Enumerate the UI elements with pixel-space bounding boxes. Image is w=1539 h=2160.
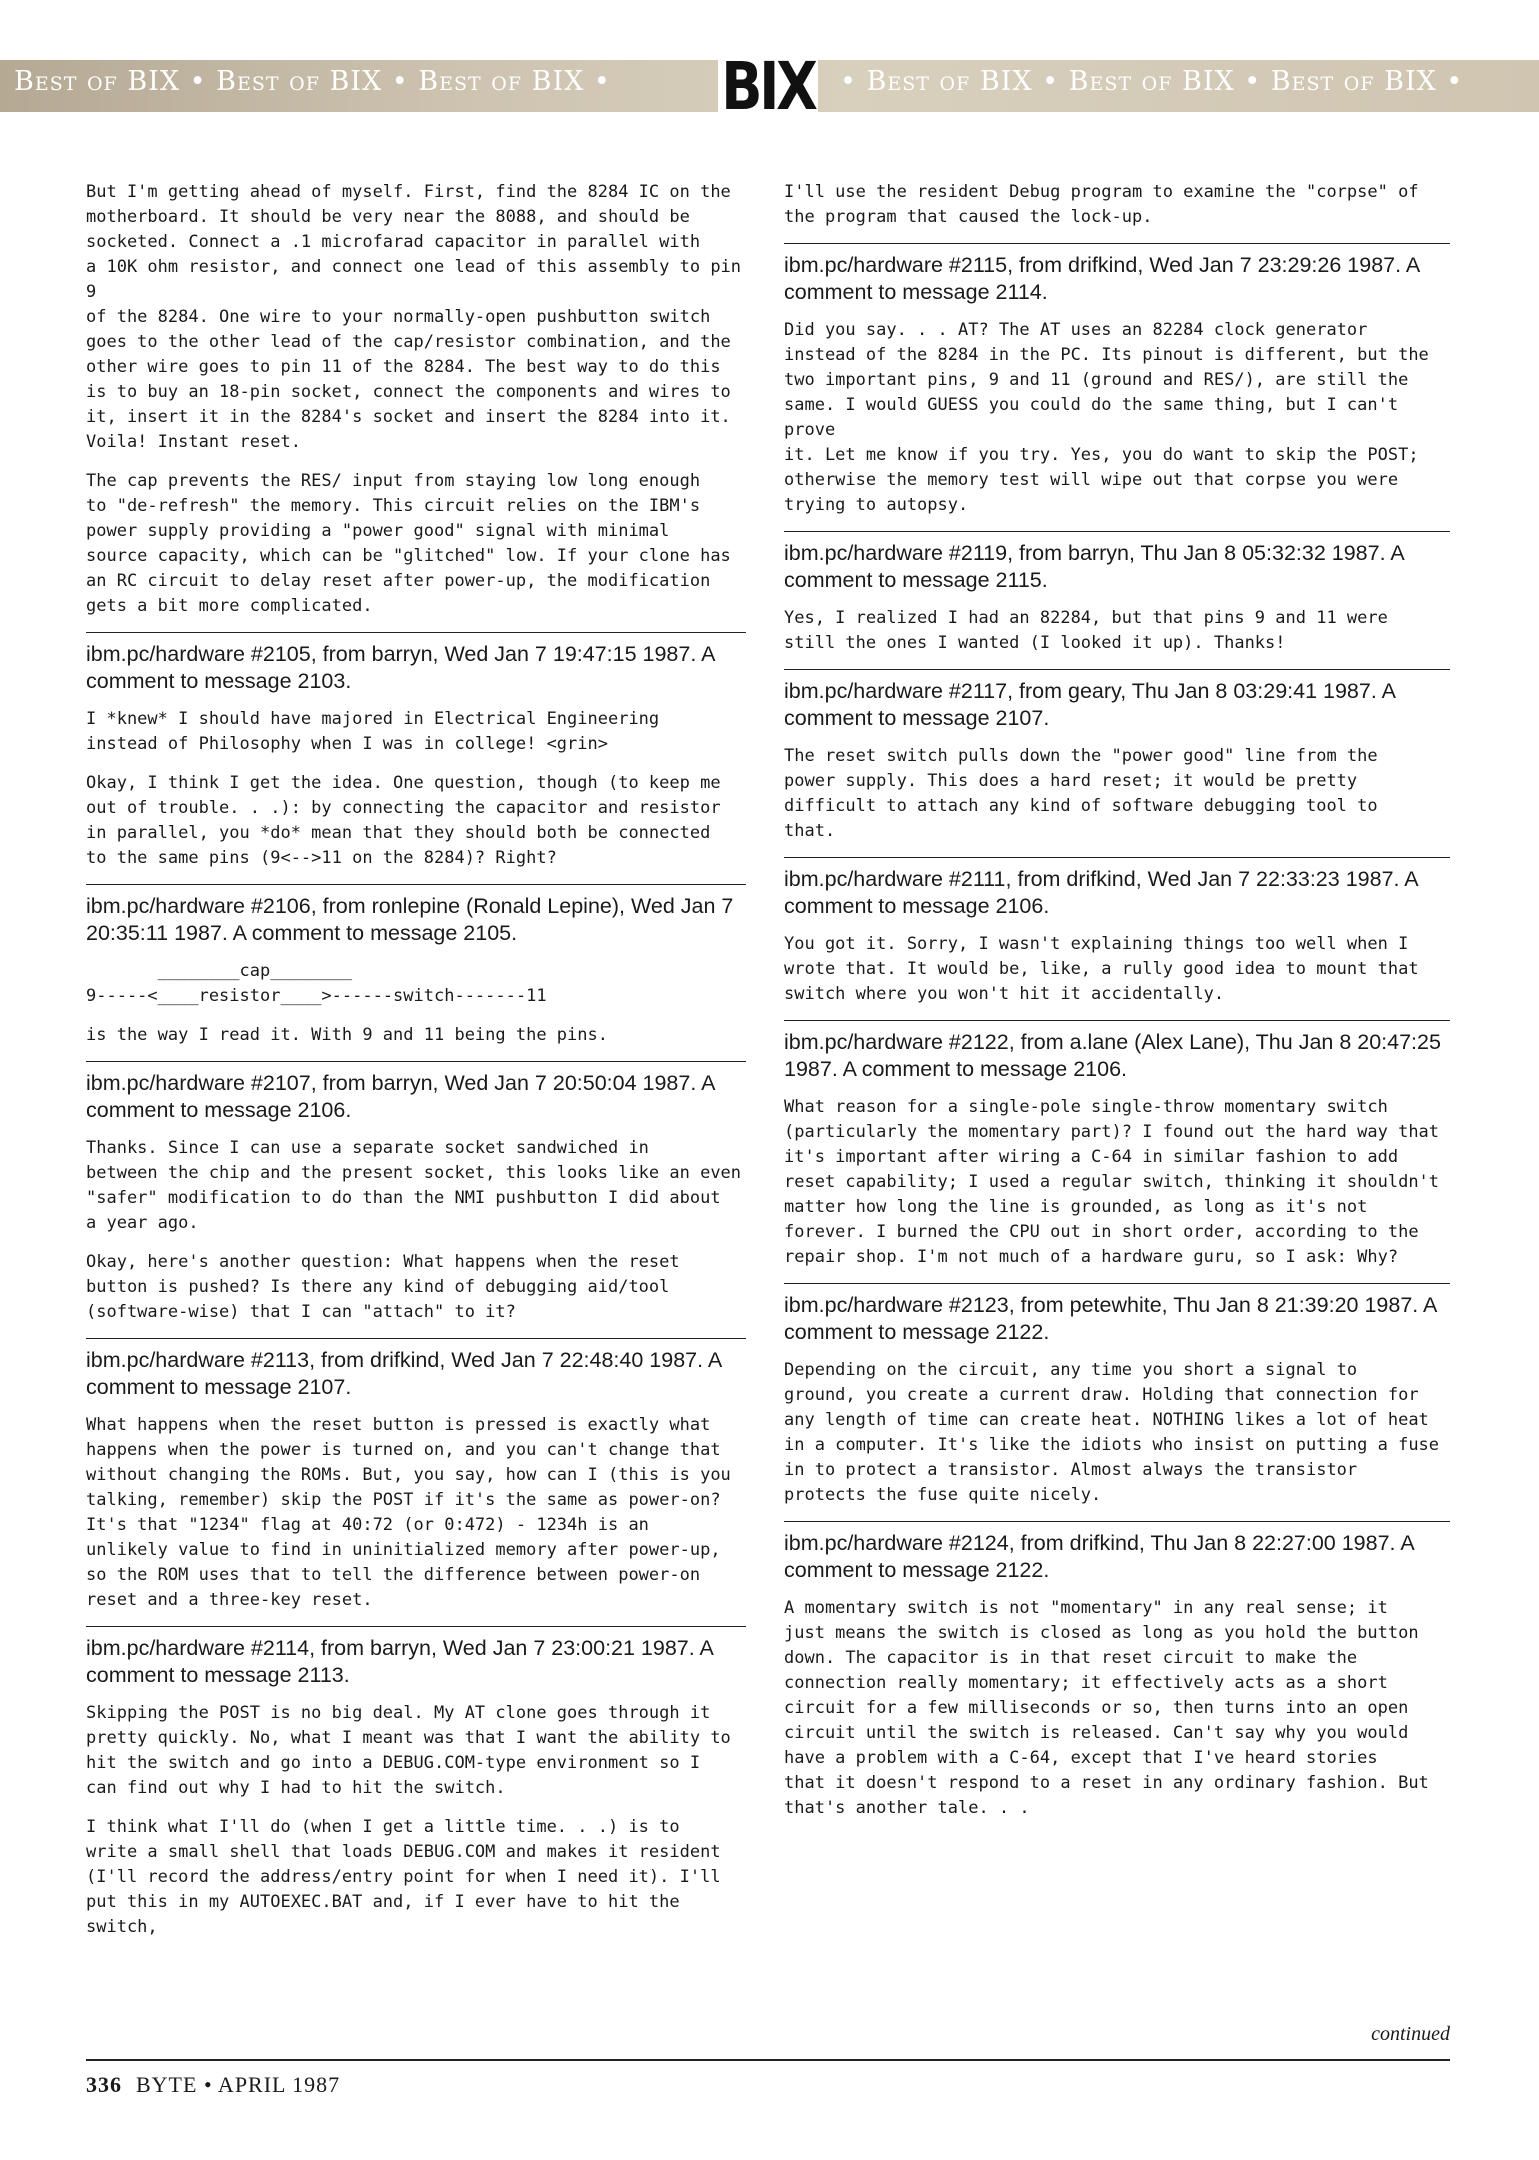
message-body: A momentary switch is not "momentary" in any real sense; it just means the switch is closed as long as you hold the button down. The capacitor is in that reset circuit to make the connection really momentary; it effectively acts as a short circuit for a few milliseconds or so, then turns into an open circuit until the switch is released. Can't say why you would have a problem with a C-64, except that I've heard stories that it doesn't respond to a reset in any ordinary fashion. But that's another tale. . . bbox=[784, 1598, 1429, 1818]
message-body: Thanks. Since I can use a separate socket sandwiched in between the chip and the present socket, this looks like an even "safer" modification to do than the NMI pushbutton I did about a year ago. bbox=[86, 1138, 742, 1233]
message-divider bbox=[784, 857, 1450, 858]
message-header-2119: ibm.pc/hardware #2119, from barryn, Thu Jan 8 05:32:32 1987. A comment to message 2115. bbox=[784, 541, 1404, 592]
continued-paragraph: I'll use the resident Debug program to examine the "corpse" of the program that caused the lock-up. bbox=[784, 182, 1419, 227]
message-header-2107: ibm.pc/hardware #2107, from barryn, Wed Jan 7 20:50:04 1987. A comment to message 2106. bbox=[86, 1071, 715, 1122]
message-divider bbox=[86, 1338, 746, 1339]
banner-right-text: • Best of BIX • Best of BIX • Best of BIX • bbox=[840, 66, 1464, 97]
message-body: The reset switch pulls down the "power good" line from the power supply. This does a hard reset; it would be pretty difficult to attach any kind of software debugging tool to that. bbox=[784, 746, 1378, 841]
message-header-2122: ibm.pc/hardware #2122, from a.lane (Alex Lane), Thu Jan 8 20:47:25 1987. A comment to message 2106. bbox=[784, 1030, 1441, 1081]
message-header-2123: ibm.pc/hardware #2123, from petewhite, Thu Jan 8 21:39:20 1987. A comment to message 2122. bbox=[784, 1293, 1437, 1344]
intro-paragraph: The cap prevents the RES/ input from staying low long enough to "de-refresh" the memory. This circuit relies on the IBM's power supply providing a "power good" signal with minimal source capacity, which can be "glitched" low. If your clone has an RC circuit to delay reset after power-up, the modification gets a bit more complicated. bbox=[86, 471, 731, 616]
message-header-2106: ibm.pc/hardware #2106, from ronlepine (Ronald Lepine), Wed Jan 7 20:35:11 1987. A comment to message 2105. bbox=[86, 894, 734, 945]
message-body: I think what I'll do (when I get a little time. . .) is to write a small shell that loads DEBUG.COM and makes it resident (I'll record the address/entry point for when I need it). I'll put this in my AUTOEXEC.BAT and, if I ever have to hit the switch, bbox=[86, 1817, 721, 1937]
message-divider bbox=[86, 1061, 746, 1062]
message-divider bbox=[784, 1283, 1450, 1284]
publication-line: BYTE • APRIL 1987 bbox=[136, 2072, 341, 2097]
message-divider bbox=[784, 243, 1450, 244]
intro-paragraph: But I'm getting ahead of myself. First, find the 8284 IC on the motherboard. It should be very near the 8088, and should be socketed. Connect a .1 microfarad capacitor in parallel with a 10K ohm resistor, and connect one lead of this assembly to pin 9 of the 8284. One wire to your normally-open pushbutton switch goes to the other lead of the cap/resistor combination, and the other wire goes to pin 11 of the 8284. The best way to do this is to buy an 18-pin socket, connect the components and wires to it, insert it in the 8284's socket and insert the 8284 into it. Voila! Instant reset. bbox=[86, 182, 742, 452]
message-divider bbox=[784, 1020, 1450, 1021]
message-body: is the way I read it. With 9 and 11 being the pins. bbox=[86, 1025, 608, 1045]
message-header-2105: ibm.pc/hardware #2105, from barryn, Wed Jan 7 19:47:15 1987. A comment to message 2103. bbox=[86, 642, 715, 693]
message-header-2124: ibm.pc/hardware #2124, from drifkind, Thu Jan 8 22:27:00 1987. A comment to message 2122. bbox=[784, 1531, 1414, 1582]
message-body: Okay, here's another question: What happens when the reset button is pushed? Is there any kind of debugging aid/tool (software-wise) that I can "attach" to it? bbox=[86, 1252, 680, 1322]
bix-logo bbox=[718, 60, 818, 112]
message-divider bbox=[86, 884, 746, 885]
page-number: 336 bbox=[86, 2072, 122, 2097]
message-divider bbox=[86, 1626, 746, 1627]
message-body: What happens when the reset button is pressed is exactly what happens when the power is turned on, and you can't change that without changing the ROMs. But, you say, how can I (this is you talking, remember) skip the POST if it's the same as power-on? It's that "1234" flag at 40:72 (or 0:472) - 1234h is an unlikely value to find in uninitialized memory after power-up, so the ROM uses that to tell the difference between power-on reset and a three-key reset. bbox=[86, 1415, 731, 1610]
message-divider bbox=[784, 669, 1450, 670]
message-body: You got it. Sorry, I wasn't explaining things too well when I wrote that. It would be, like, a rully good idea to mount that switch where you won't hit it accidentally. bbox=[784, 934, 1419, 1004]
message-header-2114: ibm.pc/hardware #2114, from barryn, Wed Jan 7 23:00:21 1987. A comment to message 2113. bbox=[86, 1636, 713, 1687]
message-divider bbox=[784, 1521, 1450, 1522]
message-body: Did you say. . . AT? The AT uses an 82284 clock generator instead of the 8284 in the PC. Its pinout is different, but the two important pins, 9 and 11 (ground and RES/), are still the same. I would GUESS you could do the same thing, but I can't prove it. Let me know if you try. Yes, you do want to skip the POST; otherwise the memory test will wipe out that corpse you were trying to autopsy. bbox=[784, 320, 1429, 515]
right-column bbox=[784, 180, 1450, 1821]
message-body: What reason for a single-pole single-throw momentary switch (particularly the momentary part)? I found out the hard way that it's important after wiring a C-64 in similar fashion to add reset capability; I used a regular switch, thinking it shouldn't matter how long the line is grounded, as long as it's not forever. I burned the CPU out in short order, according to the repair shop. I'm not much of a hardware guru, so I ask: Why? bbox=[784, 1097, 1440, 1267]
bix-logo-text: BIX bbox=[721, 60, 815, 112]
left-column bbox=[86, 180, 746, 1940]
message-body: Okay, I think I get the idea. One question, though (to keep me out of trouble. . .): by connecting the capacitor and resistor in parallel, you *do* mean that they should both be connected to the same pins (9<-->11 on the 8284)? Right? bbox=[86, 773, 721, 868]
message-divider bbox=[86, 632, 746, 633]
best-of-bix-banner bbox=[0, 60, 1539, 112]
message-body: Skipping the POST is no big deal. My AT clone goes through it pretty quickly. No, what I meant was that I want the ability to hit the switch and go into a DEBUG.COM-type environment so I can find out why I had to hit the switch. bbox=[86, 1703, 731, 1798]
message-body: Yes, I realized I had an 82284, but that pins 9 and 11 were still the ones I wanted (I looked it up). Thanks! bbox=[784, 608, 1388, 653]
continued-label: continued bbox=[1371, 2023, 1450, 2045]
message-header-2111: ibm.pc/hardware #2111, from drifkind, Wed Jan 7 22:33:23 1987. A comment to message 2106. bbox=[784, 867, 1418, 918]
message-header-2113: ibm.pc/hardware #2113, from drifkind, Wed Jan 7 22:48:40 1987. A comment to message 2107. bbox=[86, 1348, 722, 1399]
message-header-2117: ibm.pc/hardware #2117, from geary, Thu Jan 8 03:29:41 1987. A comment to message 2107. bbox=[784, 679, 1395, 730]
message-header-2115: ibm.pc/hardware #2115, from drifkind, Wed Jan 7 23:29:26 1987. A comment to message 2114. bbox=[784, 253, 1420, 304]
banner-left-text: Best of BIX • Best of BIX • Best of BIX • bbox=[14, 66, 611, 97]
message-divider bbox=[784, 531, 1450, 532]
page-footer bbox=[86, 2072, 340, 2098]
message-body: I *knew* I should have majored in Electrical Engineering instead of Philosophy when I was in college! <grin> bbox=[86, 709, 660, 754]
footer-divider bbox=[86, 2059, 1450, 2061]
circuit-diagram: ________cap________ 9-----<____resistor____>------switch-------11 bbox=[86, 961, 547, 1006]
message-body: Depending on the circuit, any time you short a signal to ground, you create a current draw. Holding that connection for any length of time can create heat. NOTHING likes a lot of heat in a computer. It's like the idiots who insist on putting a fuse in to protect a transistor. Almost always the transistor protects the fuse quite nicely. bbox=[784, 1360, 1440, 1505]
